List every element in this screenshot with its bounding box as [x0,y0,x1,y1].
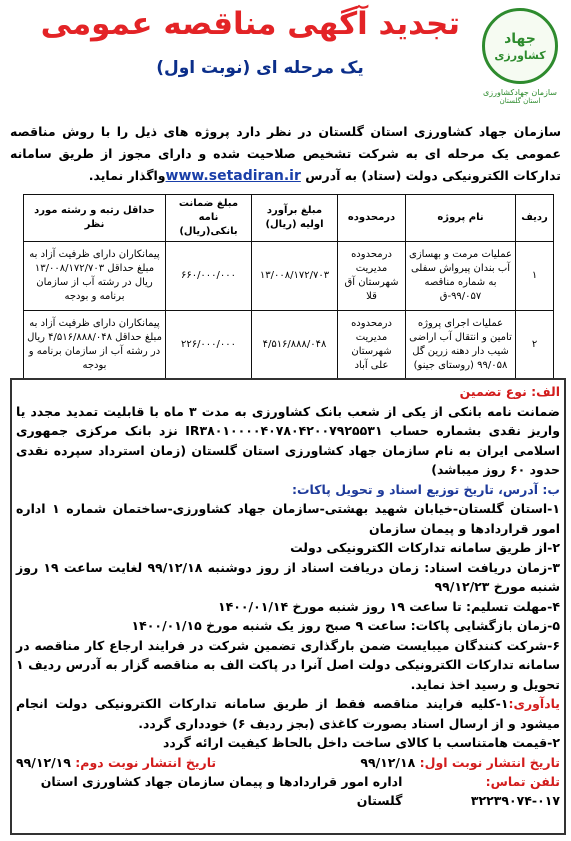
address-item-6: ۶-شرکت کنندگان میبایست ضمن بارگذاری تضمین شرکت در فرایند ارجاع کار مناقصه در سامانه تدارکات الکترونیکی دولت اصل آنرا در پاکت الف به مناقصه گزار به آدرس ردیف ۱ تحویل و رسید اخذ نماید. [16,637,560,692]
pub2-date: ۹۹/۱۲/۱۹ [16,754,71,770]
header-area: درمحدوده [338,195,406,242]
header-row-number: ردیف [516,195,554,242]
organization-logo [472,8,568,112]
cell-project-name: عملیات اجرای پروژه تامین و انتقال آب اراضی شیب دار دهنه زرین گل ۹۹/۰۵۸ (روستای جینو) [406,311,516,380]
phone-group [402,772,560,810]
intro-tail: واگذار نماید. [88,167,166,183]
address-item-5: ۵-زمان بازگشایی پاکات: ساعت ۹ صبح روز یک شنبه مورخ ۱۴۰۰/۰۱/۱۵ [131,618,560,633]
logo-line2: کشاورزی [494,49,546,62]
publication-dates-row [16,753,560,772]
setad-link[interactable]: www.setadiran.ir [165,167,301,184]
header-rank: حداقل رتبه و رشته مورد نظر [24,195,166,242]
address-item-3: ۳-زمان دریافت اسناد: زمان دریافت اسناد از روز دوشنبه ۹۹/۱۲/۱۸ لغایت ساعت ۱۹ روز شنبه مورخ ۹۹/۱۲/۲۳ [16,559,561,594]
logo-caption1: سازمان جهادکشاورزی [482,88,557,97]
address-title: ب: آدرس، تاریخ توزیع اسناد و تحویل پاکات: [291,481,560,497]
pub2-label: تاریخ انتشار نوبت دوم: [75,754,217,770]
table-row [24,311,554,380]
cell-number: ۱ [516,242,554,311]
pub1-label: تاریخ انتشار نوبت اول: [419,754,560,770]
header-estimate: مبلغ برآورد اولیه (ریال) [252,195,338,242]
cell-guarantee: ۶۶۰/۰۰۰/۰۰۰ [166,242,252,311]
guarantee-type-text: ضمانت نامه بانکی از یکی از شعب بانک کشاورزی به مدت ۳ ماه با قابلیت تمدید مجدد یا واریز نقدی بشماره حساب IR۳۸۰۱۰۰۰۰۴۰۷۸۰۴۲۰۰۷۹۲۵۵۳۱ نزد بانک مرکزی جمهوری اسلامی ایران به نام سازمان جهاد کشاورزی استان گلستان (زمان استرداد سپرده نقدی حدود ۶۰ روز میباشد) [16,403,560,477]
pub2-group [16,753,216,772]
guarantee-type-title: الف: نوع تضمین [459,384,560,399]
table-row [24,242,554,311]
logo-emblem [482,8,558,84]
cell-area: درمحدوده مدیریت شهرستان علی آباد [338,311,406,380]
logo-line1: جهاد [504,31,536,47]
contact-row [16,772,560,810]
cell-estimate: ۱۳/۰۰۸/۱۷۲/۷۰۳ [252,242,338,311]
cell-rank: پیمانکاران دارای ظرفیت آزاد به مبلغ حداقل ۱۳/۰۰۸/۱۷۲/۷۰۳ ریال در رشته آب از سازمان برنامه و بودجه [24,242,166,311]
page-subtitle: یک مرحله ای (نوبت اول) [156,58,364,78]
cell-project-name: عملیات مرمت و بهسازی آب بندان پیرواش سفلی به شماره مناقصه ۹۹/۰۵۷-ق [406,242,516,311]
phone-label: تلفن تماس: [485,773,560,789]
phone-number: ۰۱۷-۳۲۲۳۹۰۷۴ [470,792,560,808]
pub1-date: ۹۹/۱۲/۱۸ [360,754,416,770]
details-section [10,378,566,835]
intro-text: سازمان جهاد کشاورزی استان گلستان در نظر دارد پروژه های ذیل را با روش مناقصه عمومی یک مرحله ای به شرکت تشخیص صلاحیت شده و دارای مجوز از طریق سامانه تدارکات الکترونیکی دولت (ستاد) به آدرس [10,123,561,183]
cell-rank: پیمانکاران دارای ظرفیت آزاد به مبلغ حداقل ۴/۵۱۶/۸۸۸/۰۴۸ ریال در رشته آب از سازمان برنامه و بودجه [24,311,166,380]
logo-caption2: استان گلستان [499,97,541,105]
pub1-group [360,753,560,772]
cell-estimate: ۴/۵۱۶/۸۸۸/۰۴۸ [252,311,338,380]
intro-paragraph [10,121,561,187]
page-title: تجدید آگهی مناقصه عمومی [40,6,460,42]
reminder-text-1: ۱-کلیه فرایند مناقصه فقط از طریق سامانه تدارکات الکترونیکی دولت انجام میشود و از ارسال اسناد بصورت کاغذی (بجز ردیف ۶) خودداری گردد. [16,696,560,731]
projects-table [23,194,554,380]
cell-area: درمحدوده مدیریت شهرستان آق قلا [338,242,406,311]
address-item-1: ۱-استان گلستان-خیابان شهید بهشتی-سازمان جهاد کشاورزی-ساختمان شماره ۱ اداره امور قراردادها و پیمان سازمان [16,501,560,536]
office-name: اداره امور قراردادها و پیمان سازمان جهاد کشاورزی استان گلستان [40,773,403,808]
header-project-name: نام پروژه [406,195,516,242]
table-header-row [24,195,554,242]
address-item-4: ۴-مهلت تسلیم: تا ساعت ۱۹ روز شنبه مورخ ۱۴۰۰/۰۱/۱۴ [217,598,560,614]
cell-number: ۲ [516,311,554,380]
header-guarantee: مبلغ ضمانت نامه بانکی(ریال) [166,195,252,242]
reminder-item-2: ۲-قیمت هامتناسب با کالای ساخت داخل بالحاظ کیفیت ارائه گردد [162,735,560,750]
reminder-label: یادآوری: [508,696,560,711]
cell-guarantee: ۲۲۶/۰۰۰/۰۰۰ [166,311,252,380]
reminder-item-1 [16,694,560,733]
address-item-2: ۲-از طریق سامانه تدارکات الکترونیکی دولت [290,540,560,555]
